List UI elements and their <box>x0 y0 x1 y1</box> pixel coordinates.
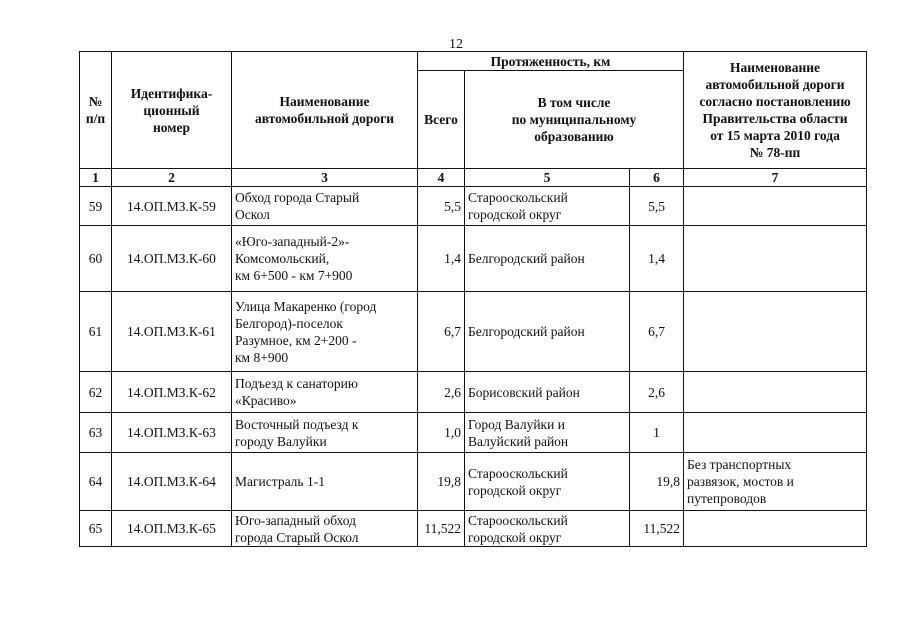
road-name: Магистраль 1-1 <box>232 453 418 511</box>
decree-note <box>684 226 867 292</box>
length-total: 11,522 <box>418 511 465 547</box>
column-number: 2 <box>112 169 232 187</box>
header-decree-name: Наименование автомобильной дороги согласно постановлению Правительства области от 15 марта 2010 года № 78-пп <box>684 52 867 169</box>
municipality: Город Валуйки и Валуйский район <box>465 413 630 453</box>
length-total: 1,4 <box>418 226 465 292</box>
length-total: 1,0 <box>418 413 465 453</box>
road-id: 14.ОП.МЗ.К-61 <box>112 292 232 372</box>
row-number: 64 <box>80 453 112 511</box>
header-length: Протяженность, км <box>418 52 684 71</box>
table-row <box>80 372 867 413</box>
length-total: 2,6 <box>418 372 465 413</box>
row-number: 60 <box>80 226 112 292</box>
municipal-length: 1 <box>630 413 684 453</box>
road-id: 14.ОП.МЗ.К-65 <box>112 511 232 547</box>
table-row <box>80 453 867 511</box>
municipal-length: 5,5 <box>630 187 684 226</box>
column-number: 5 <box>465 169 630 187</box>
table-row <box>80 292 867 372</box>
column-number: 1 <box>80 169 112 187</box>
road-id: 14.ОП.МЗ.К-62 <box>112 372 232 413</box>
municipal-length: 6,7 <box>630 292 684 372</box>
column-number: 7 <box>684 169 867 187</box>
header-municipal: В том числе по муниципальному образованию <box>465 71 684 169</box>
decree-note <box>684 187 867 226</box>
page-number: 12 <box>449 37 463 52</box>
road-name: Обход города Старый Оскол <box>232 187 418 226</box>
decree-note <box>684 372 867 413</box>
length-total: 6,7 <box>418 292 465 372</box>
decree-note: Без транспортных развязок, мостов и путепроводов <box>684 453 867 511</box>
roads-table <box>79 51 867 547</box>
row-number: 63 <box>80 413 112 453</box>
decree-note <box>684 511 867 547</box>
road-id: 14.ОП.МЗ.К-63 <box>112 413 232 453</box>
decree-note <box>684 292 867 372</box>
header-road-name: Наименование автомобильной дороги <box>232 52 418 169</box>
header-total: Всего <box>418 71 465 169</box>
municipality: Борисовский район <box>465 372 630 413</box>
municipal-length: 2,6 <box>630 372 684 413</box>
table-row <box>80 187 867 226</box>
column-numbers-row <box>80 169 867 187</box>
row-number: 65 <box>80 511 112 547</box>
road-name: Улица Макаренко (город Белгород)-поселок Разумное, км 2+200 - км 8+900 <box>232 292 418 372</box>
column-number: 6 <box>630 169 684 187</box>
road-id: 14.ОП.МЗ.К-59 <box>112 187 232 226</box>
municipal-length: 11,522 <box>630 511 684 547</box>
length-total: 5,5 <box>418 187 465 226</box>
decree-note <box>684 413 867 453</box>
municipal-length: 19,8 <box>630 453 684 511</box>
road-name: Юго-западный обход города Старый Оскол <box>232 511 418 547</box>
header-number: № п/п <box>80 52 112 169</box>
road-name: «Юго-западный-2»- Комсомольский, км 6+500 - км 7+900 <box>232 226 418 292</box>
municipality: Белгородский район <box>465 292 630 372</box>
column-number: 4 <box>418 169 465 187</box>
row-number: 62 <box>80 372 112 413</box>
column-number: 3 <box>232 169 418 187</box>
table-row <box>80 413 867 453</box>
road-id: 14.ОП.МЗ.К-64 <box>112 453 232 511</box>
header-identification-number: Идентифика- ционный номер <box>112 52 232 169</box>
road-name: Подъезд к санаторию «Красиво» <box>232 372 418 413</box>
municipality: Белгородский район <box>465 226 630 292</box>
road-id: 14.ОП.МЗ.К-60 <box>112 226 232 292</box>
municipality: Старооскольский городской округ <box>465 187 630 226</box>
municipality: Старооскольский городской округ <box>465 511 630 547</box>
table-row <box>80 511 867 547</box>
length-total: 19,8 <box>418 453 465 511</box>
table-row <box>80 226 867 292</box>
road-name: Восточный подъезд к городу Валуйки <box>232 413 418 453</box>
row-number: 59 <box>80 187 112 226</box>
row-number: 61 <box>80 292 112 372</box>
municipal-length: 1,4 <box>630 226 684 292</box>
municipality: Старооскольский городской округ <box>465 453 630 511</box>
